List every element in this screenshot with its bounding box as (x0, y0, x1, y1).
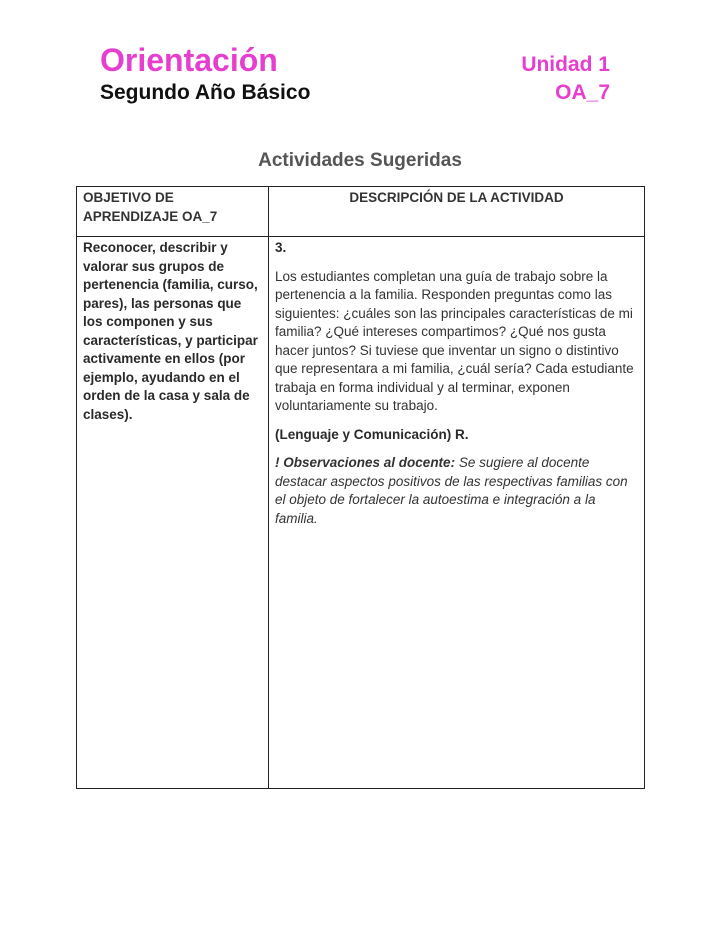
teacher-observation (275, 454, 638, 528)
document-header (100, 40, 610, 110)
table-row (77, 237, 645, 789)
description-column-header: DESCRIPCIÓN DE LA ACTIVIDAD (269, 187, 645, 237)
grade-level: Segundo Año Básico (100, 81, 311, 104)
objective-cell: Reconocer, describir y valorar sus grupos de pertenencia (familia, curso, pares), las personas que los componen y sus características, y participar activamente en ellos (por ejemplo, ayudando en el orden de la casa y sala de clases). (77, 237, 269, 789)
activities-table (76, 186, 645, 789)
objective-code: OA_7 (555, 81, 610, 104)
observation-text: Se sugiere al docente destacar aspectos positivos de las respectivas familias con el objeto de fortalecer la autoestima e integración a la familia. (275, 455, 628, 526)
unit-label: Unidad 1 (521, 53, 610, 76)
section-title: Actividades Sugeridas (258, 150, 462, 171)
activity-number: 3. (275, 240, 287, 255)
table-header-row (77, 187, 645, 237)
objective-column-header: OBJETIVO DE APRENDIZAJE OA_7 (77, 187, 269, 237)
observation-label: ! Observaciones al docente: (275, 455, 456, 470)
description-cell (269, 237, 645, 789)
subject-title: Orientación (100, 42, 278, 78)
activity-description: Los estudiantes completan una guía de trabajo sobre la pertenencia a la familia. Responden preguntas como las siguientes: ¿cuáles son las principales características de mi familia? ¿Qué intereses compartimos? ¿Qué nos gusta hacer juntos? Si tuviese que inventar un signo o distintivo que representara a mi familia, ¿cuál sería? Cada estudiante trabaja en forma individual y al terminar, exponen voluntariamente su trabajo. (275, 268, 634, 413)
curricular-area: (Lenguaje y Comunicación) R. (275, 426, 469, 442)
